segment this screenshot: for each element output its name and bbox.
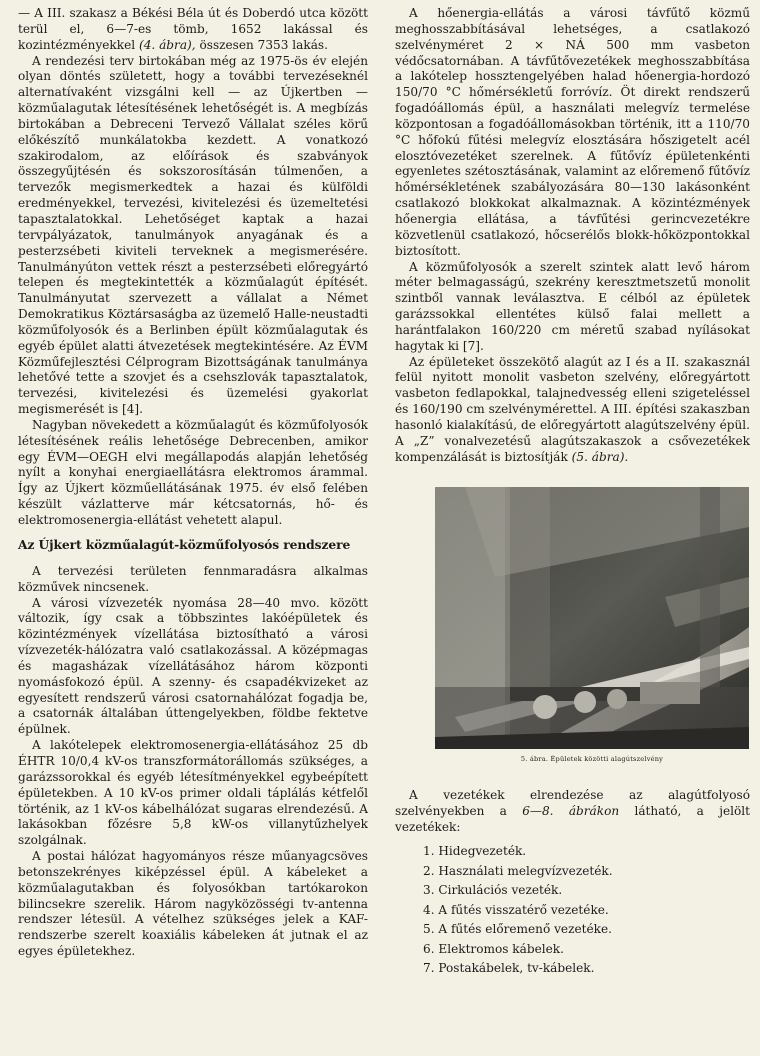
paragraph-pipe-layout bbox=[395, 788, 750, 836]
paragraph-postal-network: A postai hálózat hagyományos része műanyagcsöves betonszekrényes kiképzéssel épül. A kábeleket a közműalagutakban és folyosókban tartókarokon bilincsekre szerelik. Három nagyközösségi tv-antenna rendszer létesül. A vételhez szükséges jelek a KAF-rendszerbe szerelt koaxiális kábeleken át jutnak el az egyes épületekhez. bbox=[18, 849, 368, 959]
list-item: 1. Hidegvezeték. bbox=[423, 844, 527, 858]
paragraph-text: látható, a jelölt vezetékek: bbox=[395, 804, 750, 835]
paragraph-text: összesen 7353 lakás. bbox=[199, 37, 328, 52]
paragraph-planning-history: A rendezési terv birtokában még az 1975-ös év elején olyan döntés született, hogy a további tervezéseknél alternatívaként vizsgálni kell — az Újkertben — közműalagutak létesítésének lehetőségét is. A megbízás birtokában a Debreceni Tervező Vállalat széles körű előkészítő munkálatokba kezdett. A vonatkozó szakirodalom, az előírások és szabványok összegyűjtésén és sokszorosításán túlmenően, a tervezők megismerkedtek a hazai és külföldi eredményekkel, tervezési, kivitelezési és üzemeltetési tapasztalatokkal. Lehetőséget kaptak a hazai tervpályázatok, tanulmányok anyagának és a pesterzsébeti kiviteli terveknek a megismerésére. Tanulmányúton vettek részt a pesterzsébeti előregyártó telepen és megtekintették a közműalagút építését. Tanulmányutat szervezett a vállalat a Német Demokratikus Köztársaságba az üzemelő Halle-neustadti közműfolyosók és a Berlinben épült közműalagutak és egyéb épület alatti átvezetések megtekintésére. Az ÉVM Közműfejlesztési Célprogram Bizottságának tanulmánya lehetővé tette a szovjet és a csehszlovák tapasztalatok, tervezési, kivitelezési és üzemelési gyakorlat megismerését is [4]. bbox=[18, 53, 368, 417]
paragraph-text: — A III. szakasz a Békési Béla út és Doberdó utca között terül el, 6—7-es tömb, 1652 lakással és kozintézményekkel bbox=[18, 6, 368, 52]
tunnel-photo bbox=[435, 487, 749, 749]
figure-reference: (5. ábra). bbox=[571, 449, 629, 464]
paragraph-utility-corridors: A közműfolyosók a szerelt szintek alatt levő három méter belmagasságú, szekrény keresztmetszetű monolit szintből vannak leválasztva. E célból az épületek garázssokkal ellentétes külső falai mellett a harántfalakon 160/220 cm méretű szabad nyílásokat hagytak ki [7]. bbox=[395, 259, 750, 353]
paragraph-text: Az épületeket összekötő alagút az I és a II. szakasznál felül nyitott monolit vasbeton szelvény, előregyártott vasbeton fedlapokkal, talajnedvesség elleni szigeteléssel és 160/190 cm szelvénymérettel. A III. építési szakaszban hasonló kialakítású, de előregyártott alagútszelvény épül. A „Z” vonalvezetésű alagútszakaszok a csővezetékek kompenzálását is biztosítják bbox=[395, 354, 750, 464]
paragraph-water-supply: A városi vízvezeték nyomása 28—40 mvo. között változik, így csak a többszintes lakóépületek és közintézmények vízellátása biztosítható a városi vízvezeték-hálózatra való csatlakozással. A középmagas és magasházak vízellátásához három központi nyomásfokozó épül. A szenny- és csapadékvizeket az egyesített rendszerű városi csatornahálózat fogadja be, a csatornák általában úttengelyekben, földbe fektetve épülnek. bbox=[18, 595, 368, 737]
paragraph-text: A vezetékek elrendezése az alagútfolyosó szelvényekben a bbox=[395, 788, 750, 819]
paragraph-electricity: A lakótelepek elektromosenergia-ellátásához 25 db ÉHTR 10/0,4 kV-os transzformátorállomás szükséges, a garázssorokkal és egyéb létesítményekkel egybeépített épületekben. A 10 kV-os primer oldali táplálás kétfelől történik, az 1 kV-os kábelhálózat sugaras elrendezésű. A lakásokban főzésre 5,8 kW-os villanytűzhelyek szolgálnak. bbox=[18, 738, 368, 848]
figure-caption: 5. ábra. Épületek közötti alagútszelvény bbox=[520, 755, 664, 764]
list-item: 7. Postakábelek, tv-kábelek. bbox=[423, 961, 595, 975]
list-item: 6. Elektromos kábelek. bbox=[423, 941, 564, 956]
list-item: 4. A fűtés visszatérő vezetéke. bbox=[423, 902, 609, 917]
figure-reference: 6—8. ábrákon bbox=[522, 804, 620, 819]
list-item: 2. Használati melegvízvezeték. bbox=[423, 863, 613, 878]
paragraph-tunnel bbox=[395, 355, 750, 466]
paragraph-existing-utilities: A tervezési területen fennmaradásra alkalmas közművek nincsenek. bbox=[18, 563, 368, 594]
pipe-list bbox=[395, 842, 750, 979]
paragraph-heating: A hőenergia-ellátás a városi távfűtő közmű meghosszabbításával lehetséges, a csatlakozó szelvényméret 2 × NÁ 500 mm vasbeton védőcsatornában. A távfűtővezetékek meghosszabbítása a lakótelep hossztengelyében halad hőenergia-hordozó 150/70 °C hőmérsékletű forróvíz. Öt direkt rendszerű fogadóállomás épül, a használati melegvíz termelése központosan a fogadóállomásokban történik, itt a 110/70 °C hőfokú fűtési melegvíz elosztására hőszigetelt acél elosztóvezetéket szerelnek. A fűtővíz épületenkénti egyenletes szétosztásának, valamint az előremenő fűtővíz hőmérsékletének szabályozására 80—130 lakásonként csatlakozó blokkokat alkalmaznak. A közintézmények hőenergia ellátása, a távfűtési gerincvezetékre közvetlenül csatlakozó, hőcserélős blokk-hőközpontokkal biztosított. bbox=[395, 6, 750, 258]
paragraph-feasibility: Nagyban növekedett a közműalagút és közműfolyosók létesítésének reális lehetősége Debrecenben, amikor egy ÉVM—OEGH elvi megállapodás alapján lehetőség nyílt a konyhai energiaellátásra elektromos árammal. Így az Újkert közműellátásának 1975. év első felében készült vázlatterve már kétcsatornás, hő- és elektromosenergia-ellátást vehetett alapul. bbox=[18, 417, 368, 527]
paragraph-section-iii bbox=[18, 6, 368, 54]
figure-5 bbox=[435, 487, 749, 764]
left-column bbox=[18, 6, 368, 960]
right-column bbox=[395, 6, 750, 979]
list-item: 5. A fűtés előremenő vezetéke. bbox=[423, 922, 612, 936]
list-item: 3. Cirkulációs vezeték. bbox=[423, 883, 563, 897]
figure-reference: (4. ábra), bbox=[138, 37, 196, 52]
section-heading: Az Újkert közműalagút-közműfolyosós rendszere bbox=[18, 536, 351, 552]
